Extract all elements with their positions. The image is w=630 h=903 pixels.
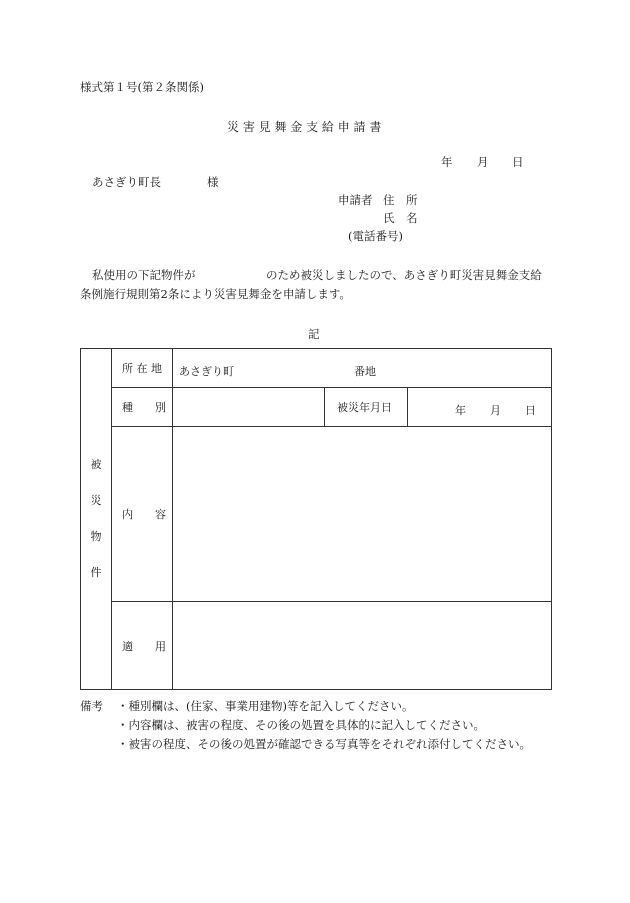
location-town: あさぎり町 <box>179 365 234 378</box>
location-label: 所 在 地 <box>112 349 173 388</box>
note-item: ・被害の程度、その後の処置が確認できる写真等をそれぞれ添付してください。 <box>117 737 531 751</box>
group-label-char: 物 <box>90 530 102 543</box>
ki-heading: 記 <box>308 327 320 341</box>
disaster-date-label: 被災年月日 <box>325 388 408 427</box>
note-item: ・種別欄は、(住家、事業用建物)等を記入してください。 <box>117 699 414 713</box>
date-year-label: 年 <box>441 155 453 169</box>
body-line1-a: 私使用の下記物件が <box>92 268 196 282</box>
group-label-char: 件 <box>90 566 102 579</box>
location-banchi: 番地 <box>354 365 376 378</box>
disaster-property-table <box>80 348 552 690</box>
date-day-label: 日 <box>512 155 524 169</box>
name-label: 氏 名 <box>383 211 418 225</box>
disaster-date-field[interactable] <box>408 388 552 427</box>
form-title: 災 害 見 舞 金 支 給 申 請 書 <box>227 120 382 134</box>
disaster-day-label: 日 <box>525 404 536 417</box>
group-label-cell <box>81 349 112 690</box>
phone-label: (電話番号) <box>348 229 403 243</box>
note-item: ・内容欄は、被害の程度、その後の処置を具体的に記入してください。 <box>117 718 485 732</box>
address-label: 住 所 <box>383 193 418 207</box>
date-month-label: 月 <box>477 155 489 169</box>
form-number: 様式第１号(第２条関係) <box>80 80 204 94</box>
addressee: あさぎり町長 <box>92 175 161 189</box>
group-label-char: 災 <box>90 494 102 507</box>
location-field[interactable] <box>173 349 552 388</box>
group-label-char: 被 <box>90 458 102 471</box>
body-line2: 条例施行規則第2条により災害見舞金を申請します。 <box>80 287 351 301</box>
remarks-label: 適 用 <box>112 602 173 690</box>
disaster-month-label: 月 <box>490 404 501 417</box>
disaster-year-label: 年 <box>455 404 466 417</box>
notes-label: 備考 <box>80 699 103 713</box>
content-field[interactable] <box>173 427 552 602</box>
body-line1-b: のため被災しましたので、あさぎり町災害見舞金支給 <box>266 268 542 282</box>
content-label: 内 容 <box>112 427 173 602</box>
type-field[interactable] <box>173 388 325 427</box>
honorific: 様 <box>207 175 219 189</box>
type-label: 種 別 <box>112 388 173 427</box>
applicant-label: 申請者 <box>338 193 373 207</box>
remarks-field[interactable] <box>173 602 552 690</box>
